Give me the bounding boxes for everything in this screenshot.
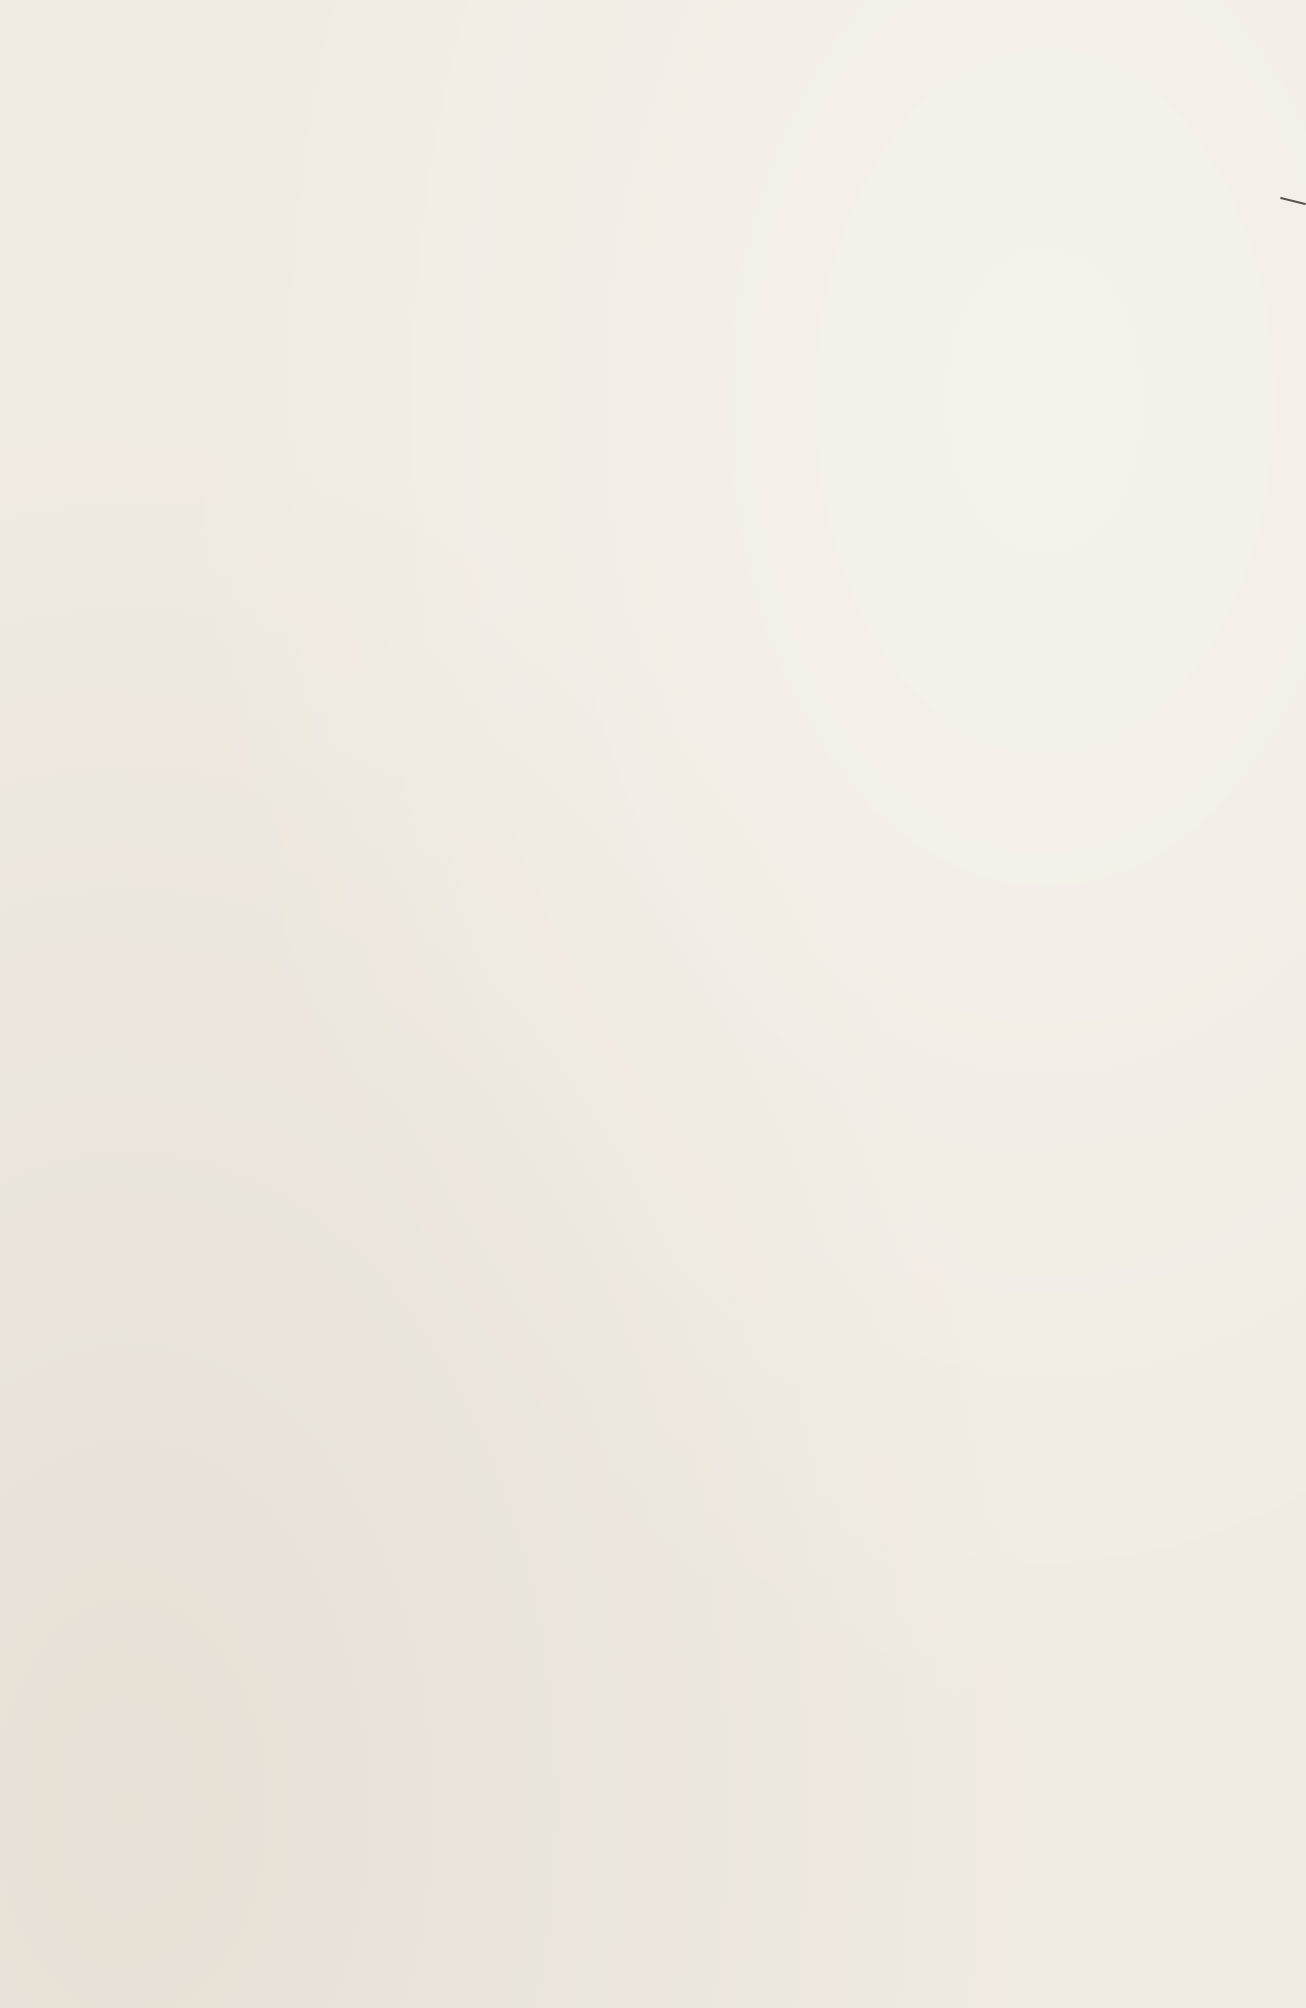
toc-sections [150, 266, 1160, 282]
edge-mark [1280, 197, 1306, 205]
table-of-contents [150, 266, 1160, 282]
toc-entries-top [150, 266, 1160, 282]
